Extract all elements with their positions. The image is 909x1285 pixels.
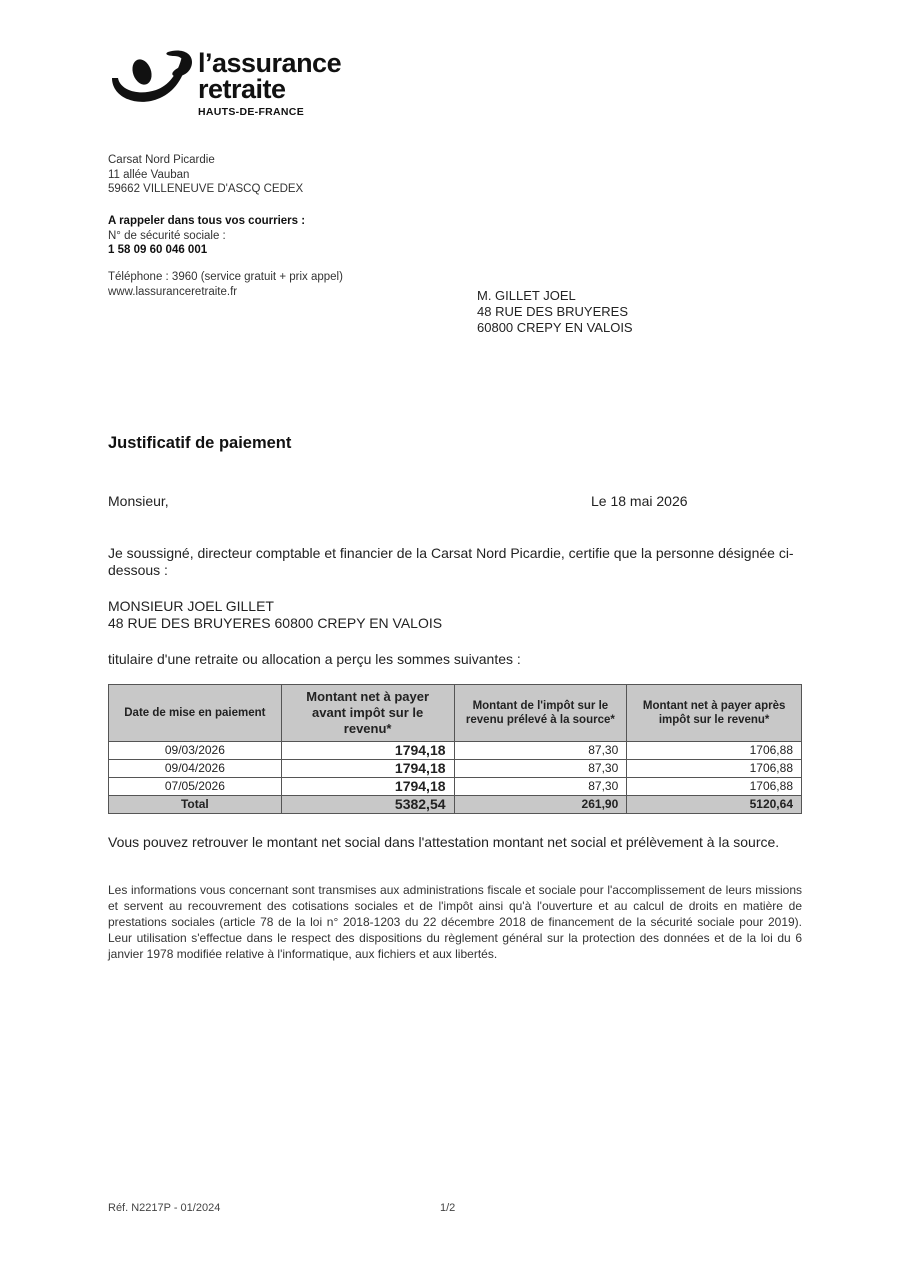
table-row xyxy=(109,760,802,778)
row-net-before: 1794,18 xyxy=(281,742,454,760)
total-tax: 261,90 xyxy=(454,796,627,814)
sender-street: 11 allée Vauban xyxy=(108,168,190,181)
logo-region: HAUTS-DE-FRANCE xyxy=(198,106,304,118)
intro-paragraph: Je soussigné, directeur comptable et financier de la Carsat Nord Picardie, certifie que la personne désignée ci-dessous : xyxy=(108,545,794,578)
table-row xyxy=(109,778,802,796)
legal-notice: Les informations vous concernant sont transmises aux administrations fiscale et sociale pour l'accomplissement de leurs missions et servent au recouvrement des cotisations sociales et de l'impôt ainsi qu'à l'ouverture et au calcul de droits en matière de prestations sociales (article 78 de la loi n° 2018-1203 du 22 décembre 2018 de financement de la sécurité sociale pour 2019). Leur utilisation s'effectue dans le respect des dispositions du règlement général sur la protection des données et de la loi du 6 janvier 1978 modifiée relative à l'informatique, aux fichiers et aux libertés. xyxy=(108,883,802,961)
salutation: Monsieur, xyxy=(108,493,169,509)
page-number: 1/2 xyxy=(440,1202,456,1214)
row-net-before: 1794,18 xyxy=(281,778,454,796)
net-social-paragraph: Vous pouvez retrouver le montant net social dans l'attestation montant net social et prélèvement à la source. xyxy=(108,834,780,850)
beneficiary-block xyxy=(108,598,442,632)
row-net-before: 1794,18 xyxy=(281,760,454,778)
header-tax-amount: Montant de l'impôt sur le revenu prélevé à la source* xyxy=(454,685,627,742)
row-date: 09/03/2026 xyxy=(109,742,282,760)
document-title: Justificatif de paiement xyxy=(108,434,292,452)
table-total-row xyxy=(109,796,802,814)
total-label: Total xyxy=(109,796,282,814)
row-tax: 87,30 xyxy=(454,742,627,760)
header-payment-date: Date de mise en paiement xyxy=(109,685,282,742)
total-net-before: 5382,54 xyxy=(281,796,454,814)
recipient-city: 60800 CREPY EN VALOIS xyxy=(477,320,633,335)
sender-address xyxy=(108,153,303,197)
header-net-after-tax: Montant net à payer après impôt sur le revenu* xyxy=(627,685,802,742)
recipient-street: 48 RUE DES BRUYERES xyxy=(477,304,628,319)
sender-city: 59662 VILLENEUVE D'ASCQ CEDEX xyxy=(108,183,304,195)
header-net-before-tax: Montant net à payer avant impôt sur le revenu* xyxy=(281,685,454,742)
ssn-label: N° de sécurité sociale : xyxy=(108,229,226,242)
row-tax: 87,30 xyxy=(454,760,627,778)
row-tax: 87,30 xyxy=(454,778,627,796)
phone-text: Téléphone : 3960 (service gratuit + prix appel) xyxy=(108,271,343,283)
logo-line-2: retraite xyxy=(198,74,286,104)
table-row xyxy=(109,742,802,760)
row-date: 09/04/2026 xyxy=(109,760,282,778)
assurance-retraite-logo-icon xyxy=(108,48,196,106)
titulaire-text: titulaire d'une retraite ou allocation a perçu les sommes suivantes : xyxy=(108,651,521,667)
recipient-address xyxy=(477,288,633,336)
total-net-after: 5120,64 xyxy=(627,796,802,814)
website-link[interactable]: www.lassuranceretraite.fr xyxy=(108,285,238,298)
payments-table xyxy=(108,684,802,814)
row-net-after: 1706,88 xyxy=(627,778,802,796)
row-net-after: 1706,88 xyxy=(627,760,802,778)
logo-wordmark xyxy=(198,50,341,118)
logo-line-1: l’assurance xyxy=(198,48,342,78)
ssn-value: 1 58 09 60 046 001 xyxy=(108,244,208,256)
row-date: 07/05/2026 xyxy=(109,778,282,796)
beneficiary-address: 48 RUE DES BRUYERES 60800 CREPY EN VALOIS xyxy=(108,615,443,631)
letter-date: Le 18 mai 2026 xyxy=(591,493,688,509)
recipient-name: M. GILLET JOEL xyxy=(477,288,576,303)
reference-block xyxy=(108,214,305,258)
reference-label: A rappeler dans tous vos courriers : xyxy=(108,215,306,227)
beneficiary-name: MONSIEUR JOEL GILLET xyxy=(108,598,274,614)
sender-name: Carsat Nord Picardie xyxy=(108,154,215,166)
footer-reference: Réf. N2217P - 01/2024 xyxy=(108,1202,221,1214)
row-net-after: 1706,88 xyxy=(627,742,802,760)
table-header-row xyxy=(109,685,802,742)
contact-block xyxy=(108,270,343,299)
